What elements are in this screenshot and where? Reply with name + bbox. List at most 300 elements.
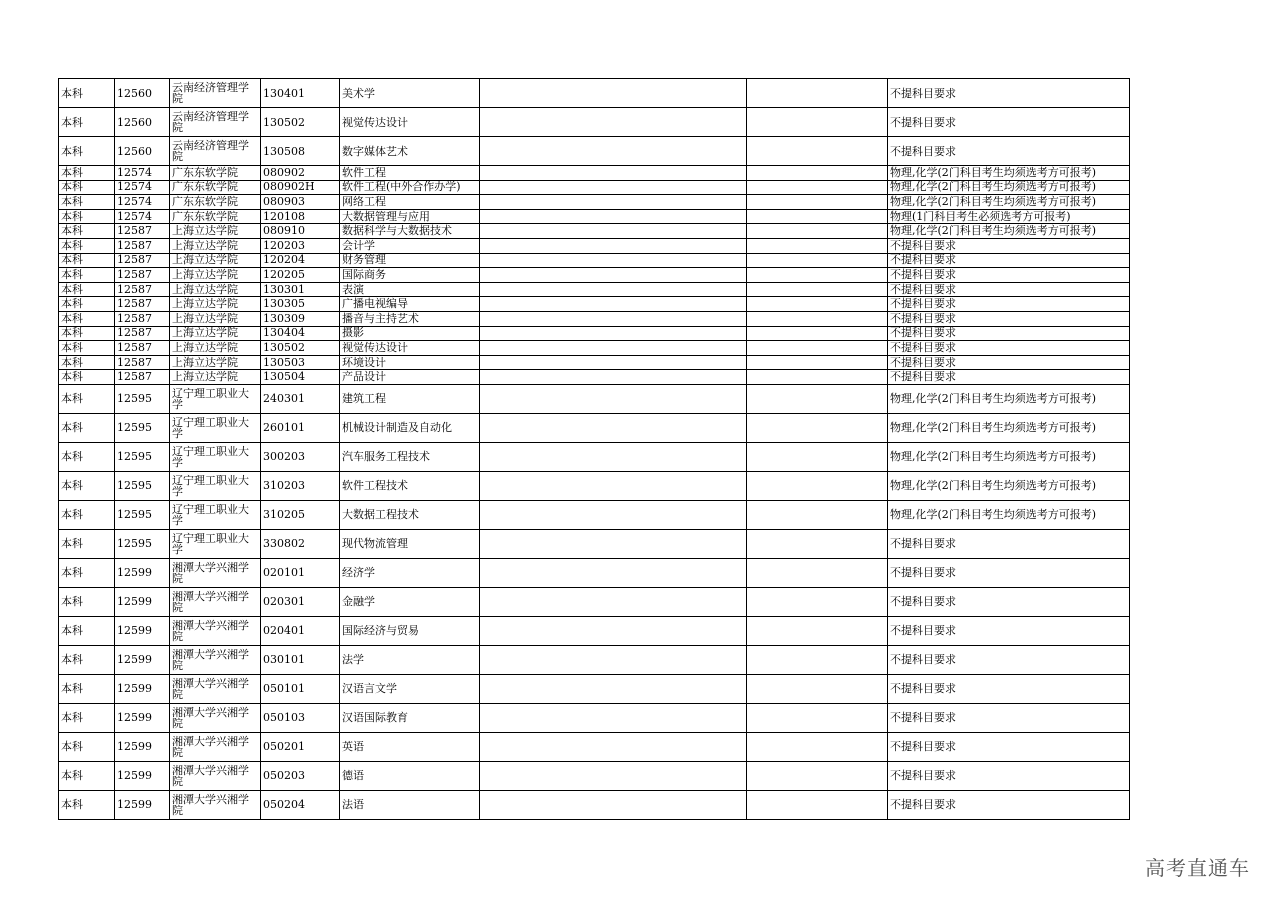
table-row (59, 442, 1130, 471)
school-name-cell: 上海立达学院 (170, 311, 261, 326)
empty-cell (747, 761, 888, 790)
empty-cell (747, 238, 888, 253)
subject-requirement-cell: 不提科目要求 (888, 761, 1130, 790)
major-name-cell: 视觉传达设计 (340, 341, 480, 356)
table-row (59, 370, 1130, 385)
level-cell: 本科 (59, 137, 115, 166)
subject-requirement-cell: 不提科目要求 (888, 297, 1130, 312)
school-code-cell: 12599 (115, 674, 170, 703)
empty-cell (480, 761, 747, 790)
school-name-cell: 广东东软学院 (170, 180, 261, 195)
level-cell: 本科 (59, 311, 115, 326)
empty-cell (747, 471, 888, 500)
table-row (59, 238, 1130, 253)
major-code-cell: 130404 (261, 326, 340, 341)
major-name-cell: 法学 (340, 645, 480, 674)
empty-cell (480, 224, 747, 239)
school-code-cell: 12587 (115, 268, 170, 283)
major-code-cell: 120203 (261, 238, 340, 253)
level-cell: 本科 (59, 558, 115, 587)
subject-requirement-cell: 不提科目要求 (888, 790, 1130, 819)
empty-cell (480, 341, 747, 356)
table-row (59, 341, 1130, 356)
empty-cell (747, 732, 888, 761)
table-row (59, 355, 1130, 370)
table-row (59, 209, 1130, 224)
empty-cell (747, 384, 888, 413)
major-name-cell: 美术学 (340, 79, 480, 108)
major-name-cell: 摄影 (340, 326, 480, 341)
empty-cell (480, 253, 747, 268)
school-name-cell: 上海立达学院 (170, 238, 261, 253)
subject-requirement-cell: 不提科目要求 (888, 370, 1130, 385)
empty-cell (747, 253, 888, 268)
school-name-cell: 辽宁理工职业大学 (170, 384, 261, 413)
table-row (59, 529, 1130, 558)
table-row (59, 311, 1130, 326)
major-code-cell: 050101 (261, 674, 340, 703)
level-cell: 本科 (59, 761, 115, 790)
table-row (59, 137, 1130, 166)
level-cell: 本科 (59, 238, 115, 253)
level-cell: 本科 (59, 268, 115, 283)
major-name-cell: 建筑工程 (340, 384, 480, 413)
subject-requirements-table (58, 78, 1130, 820)
level-cell: 本科 (59, 703, 115, 732)
major-code-cell: 080903 (261, 195, 340, 210)
table-row (59, 79, 1130, 108)
empty-cell (747, 341, 888, 356)
level-cell: 本科 (59, 209, 115, 224)
subject-requirement-cell: 物理,化学(2门科目考生均须选考方可报考) (888, 195, 1130, 210)
school-name-cell: 湘潭大学兴湘学院 (170, 703, 261, 732)
empty-cell (747, 224, 888, 239)
level-cell: 本科 (59, 732, 115, 761)
level-cell: 本科 (59, 471, 115, 500)
table-row (59, 558, 1130, 587)
school-code-cell: 12560 (115, 79, 170, 108)
level-cell: 本科 (59, 616, 115, 645)
empty-cell (747, 587, 888, 616)
school-code-cell: 12599 (115, 587, 170, 616)
school-name-cell: 云南经济管理学院 (170, 79, 261, 108)
major-code-cell: 120204 (261, 253, 340, 268)
empty-cell (747, 355, 888, 370)
level-cell: 本科 (59, 79, 115, 108)
subject-requirement-cell: 不提科目要求 (888, 311, 1130, 326)
subject-requirement-cell: 物理,化学(2门科目考生均须选考方可报考) (888, 471, 1130, 500)
level-cell: 本科 (59, 341, 115, 356)
empty-cell (480, 355, 747, 370)
major-name-cell: 汽车服务工程技术 (340, 442, 480, 471)
major-name-cell: 财务管理 (340, 253, 480, 268)
major-name-cell: 产品设计 (340, 370, 480, 385)
subject-requirement-cell: 不提科目要求 (888, 645, 1130, 674)
level-cell: 本科 (59, 180, 115, 195)
school-code-cell: 12574 (115, 166, 170, 181)
major-name-cell: 德语 (340, 761, 480, 790)
empty-cell (747, 209, 888, 224)
table-row (59, 108, 1130, 137)
empty-cell (480, 442, 747, 471)
empty-cell (747, 529, 888, 558)
major-name-cell: 金融学 (340, 587, 480, 616)
level-cell: 本科 (59, 253, 115, 268)
empty-cell (480, 500, 747, 529)
school-code-cell: 12587 (115, 370, 170, 385)
major-name-cell: 大数据管理与应用 (340, 209, 480, 224)
school-code-cell: 12560 (115, 108, 170, 137)
school-name-cell: 湘潭大学兴湘学院 (170, 790, 261, 819)
major-code-cell: 050201 (261, 732, 340, 761)
empty-cell (747, 370, 888, 385)
subject-requirement-cell: 不提科目要求 (888, 341, 1130, 356)
empty-cell (480, 790, 747, 819)
table-row (59, 413, 1130, 442)
major-name-cell: 汉语言文学 (340, 674, 480, 703)
major-name-cell: 大数据工程技术 (340, 500, 480, 529)
school-name-cell: 广东东软学院 (170, 195, 261, 210)
empty-cell (747, 108, 888, 137)
school-code-cell: 12595 (115, 384, 170, 413)
table-row (59, 253, 1130, 268)
subject-requirement-cell: 不提科目要求 (888, 108, 1130, 137)
table-row (59, 790, 1130, 819)
table-row (59, 674, 1130, 703)
major-code-cell: 130503 (261, 355, 340, 370)
school-code-cell: 12560 (115, 137, 170, 166)
school-code-cell: 12599 (115, 616, 170, 645)
subject-requirement-cell: 不提科目要求 (888, 253, 1130, 268)
major-name-cell: 数字媒体艺术 (340, 137, 480, 166)
empty-cell (480, 587, 747, 616)
school-code-cell: 12599 (115, 732, 170, 761)
major-code-cell: 030101 (261, 645, 340, 674)
empty-cell (480, 311, 747, 326)
table-row (59, 326, 1130, 341)
school-code-cell: 12599 (115, 645, 170, 674)
level-cell: 本科 (59, 442, 115, 471)
major-code-cell: 130401 (261, 79, 340, 108)
subject-requirement-cell: 不提科目要求 (888, 268, 1130, 283)
empty-cell (747, 79, 888, 108)
school-code-cell: 12587 (115, 355, 170, 370)
empty-cell (480, 703, 747, 732)
subject-requirement-cell: 物理,化学(2门科目考生均须选考方可报考) (888, 442, 1130, 471)
table-row (59, 180, 1130, 195)
table-row (59, 587, 1130, 616)
level-cell: 本科 (59, 108, 115, 137)
subject-requirement-cell: 不提科目要求 (888, 282, 1130, 297)
major-code-cell: 080902H (261, 180, 340, 195)
school-name-cell: 辽宁理工职业大学 (170, 471, 261, 500)
empty-cell (480, 108, 747, 137)
major-code-cell: 240301 (261, 384, 340, 413)
level-cell: 本科 (59, 195, 115, 210)
major-name-cell: 视觉传达设计 (340, 108, 480, 137)
empty-cell (480, 674, 747, 703)
table-row (59, 471, 1130, 500)
major-name-cell: 国际经济与贸易 (340, 616, 480, 645)
major-code-cell: 130502 (261, 341, 340, 356)
empty-cell (480, 195, 747, 210)
empty-cell (480, 645, 747, 674)
major-code-cell: 020101 (261, 558, 340, 587)
school-name-cell: 湘潭大学兴湘学院 (170, 732, 261, 761)
empty-cell (480, 166, 747, 181)
empty-cell (747, 674, 888, 703)
major-code-cell: 080902 (261, 166, 340, 181)
empty-cell (480, 529, 747, 558)
major-code-cell: 130504 (261, 370, 340, 385)
empty-cell (747, 195, 888, 210)
school-code-cell: 12595 (115, 442, 170, 471)
level-cell: 本科 (59, 790, 115, 819)
empty-cell (480, 370, 747, 385)
school-name-cell: 辽宁理工职业大学 (170, 500, 261, 529)
school-name-cell: 广东东软学院 (170, 166, 261, 181)
school-name-cell: 广东东软学院 (170, 209, 261, 224)
subject-requirement-cell: 不提科目要求 (888, 616, 1130, 645)
school-name-cell: 上海立达学院 (170, 297, 261, 312)
level-cell: 本科 (59, 297, 115, 312)
empty-cell (480, 384, 747, 413)
empty-cell (747, 326, 888, 341)
major-code-cell: 130305 (261, 297, 340, 312)
major-code-cell: 050103 (261, 703, 340, 732)
school-name-cell: 辽宁理工职业大学 (170, 413, 261, 442)
level-cell: 本科 (59, 282, 115, 297)
major-name-cell: 网络工程 (340, 195, 480, 210)
level-cell: 本科 (59, 587, 115, 616)
major-name-cell: 英语 (340, 732, 480, 761)
table-row (59, 224, 1130, 239)
watermark-text: 高考直通车 (1145, 856, 1250, 880)
major-name-cell: 法语 (340, 790, 480, 819)
school-name-cell: 上海立达学院 (170, 370, 261, 385)
empty-cell (480, 238, 747, 253)
major-code-cell: 260101 (261, 413, 340, 442)
table-row (59, 616, 1130, 645)
major-code-cell: 050203 (261, 761, 340, 790)
subject-requirement-cell: 不提科目要求 (888, 558, 1130, 587)
level-cell: 本科 (59, 166, 115, 181)
major-name-cell: 软件工程 (340, 166, 480, 181)
empty-cell (747, 282, 888, 297)
empty-cell (480, 471, 747, 500)
empty-cell (480, 616, 747, 645)
subject-requirement-cell: 不提科目要求 (888, 732, 1130, 761)
table-row (59, 761, 1130, 790)
subject-requirement-cell: 物理,化学(2门科目考生均须选考方可报考) (888, 166, 1130, 181)
empty-cell (480, 413, 747, 442)
major-code-cell: 310205 (261, 500, 340, 529)
major-name-cell: 播音与主持艺术 (340, 311, 480, 326)
major-name-cell: 软件工程技术 (340, 471, 480, 500)
table-row (59, 195, 1130, 210)
school-name-cell: 湘潭大学兴湘学院 (170, 587, 261, 616)
school-code-cell: 12587 (115, 297, 170, 312)
empty-cell (480, 79, 747, 108)
school-name-cell: 湘潭大学兴湘学院 (170, 558, 261, 587)
major-code-cell: 080910 (261, 224, 340, 239)
table-row (59, 703, 1130, 732)
subject-requirement-cell: 不提科目要求 (888, 238, 1130, 253)
empty-cell (480, 297, 747, 312)
empty-cell (480, 282, 747, 297)
table-row (59, 645, 1130, 674)
school-code-cell: 12587 (115, 282, 170, 297)
level-cell: 本科 (59, 224, 115, 239)
school-code-cell: 12595 (115, 413, 170, 442)
table-row (59, 282, 1130, 297)
subject-requirement-cell: 不提科目要求 (888, 79, 1130, 108)
school-code-cell: 12574 (115, 180, 170, 195)
empty-cell (747, 180, 888, 195)
subject-requirement-cell: 不提科目要求 (888, 703, 1130, 732)
school-code-cell: 12587 (115, 224, 170, 239)
table-row (59, 297, 1130, 312)
subject-requirement-cell: 不提科目要求 (888, 355, 1130, 370)
school-name-cell: 湘潭大学兴湘学院 (170, 616, 261, 645)
school-name-cell: 上海立达学院 (170, 224, 261, 239)
major-name-cell: 环境设计 (340, 355, 480, 370)
table-row (59, 500, 1130, 529)
major-name-cell: 数据科学与大数据技术 (340, 224, 480, 239)
empty-cell (747, 413, 888, 442)
subject-requirement-cell: 物理,化学(2门科目考生均须选考方可报考) (888, 180, 1130, 195)
empty-cell (747, 297, 888, 312)
level-cell: 本科 (59, 413, 115, 442)
subject-requirement-cell: 不提科目要求 (888, 326, 1130, 341)
school-code-cell: 12595 (115, 471, 170, 500)
major-name-cell: 机械设计制造及自动化 (340, 413, 480, 442)
empty-cell (747, 703, 888, 732)
major-code-cell: 020401 (261, 616, 340, 645)
school-name-cell: 上海立达学院 (170, 341, 261, 356)
subject-requirement-cell: 不提科目要求 (888, 587, 1130, 616)
school-name-cell: 云南经济管理学院 (170, 137, 261, 166)
school-name-cell: 湘潭大学兴湘学院 (170, 674, 261, 703)
school-name-cell: 上海立达学院 (170, 282, 261, 297)
empty-cell (480, 558, 747, 587)
empty-cell (747, 442, 888, 471)
empty-cell (747, 268, 888, 283)
level-cell: 本科 (59, 326, 115, 341)
level-cell: 本科 (59, 674, 115, 703)
school-code-cell: 12599 (115, 558, 170, 587)
empty-cell (480, 732, 747, 761)
subject-requirement-cell: 物理(1门科目考生必须选考方可报考) (888, 209, 1130, 224)
table-row (59, 732, 1130, 761)
major-name-cell: 表演 (340, 282, 480, 297)
school-code-cell: 12599 (115, 761, 170, 790)
school-name-cell: 上海立达学院 (170, 268, 261, 283)
subject-requirement-cell: 不提科目要求 (888, 674, 1130, 703)
school-code-cell: 12587 (115, 311, 170, 326)
subject-requirement-cell: 物理,化学(2门科目考生均须选考方可报考) (888, 413, 1130, 442)
school-name-cell: 上海立达学院 (170, 326, 261, 341)
table-row (59, 268, 1130, 283)
school-name-cell: 上海立达学院 (170, 253, 261, 268)
major-name-cell: 软件工程(中外合作办学) (340, 180, 480, 195)
subject-requirement-cell: 不提科目要求 (888, 529, 1130, 558)
school-code-cell: 12595 (115, 500, 170, 529)
empty-cell (480, 268, 747, 283)
empty-cell (480, 326, 747, 341)
subject-requirement-cell: 物理,化学(2门科目考生均须选考方可报考) (888, 384, 1130, 413)
major-code-cell: 020301 (261, 587, 340, 616)
major-code-cell: 130309 (261, 311, 340, 326)
major-code-cell: 130301 (261, 282, 340, 297)
school-name-cell: 湘潭大学兴湘学院 (170, 645, 261, 674)
empty-cell (747, 616, 888, 645)
school-code-cell: 12599 (115, 703, 170, 732)
school-code-cell: 12595 (115, 529, 170, 558)
major-name-cell: 经济学 (340, 558, 480, 587)
school-name-cell: 辽宁理工职业大学 (170, 442, 261, 471)
empty-cell (747, 166, 888, 181)
school-name-cell: 上海立达学院 (170, 355, 261, 370)
subject-requirement-cell: 物理,化学(2门科目考生均须选考方可报考) (888, 224, 1130, 239)
level-cell: 本科 (59, 384, 115, 413)
major-code-cell: 120205 (261, 268, 340, 283)
school-name-cell: 辽宁理工职业大学 (170, 529, 261, 558)
empty-cell (480, 137, 747, 166)
level-cell: 本科 (59, 645, 115, 674)
school-code-cell: 12574 (115, 195, 170, 210)
empty-cell (480, 209, 747, 224)
school-code-cell: 12587 (115, 341, 170, 356)
level-cell: 本科 (59, 500, 115, 529)
empty-cell (747, 500, 888, 529)
subject-requirement-cell: 物理,化学(2门科目考生均须选考方可报考) (888, 500, 1130, 529)
school-code-cell: 12587 (115, 253, 170, 268)
major-code-cell: 330802 (261, 529, 340, 558)
school-code-cell: 12587 (115, 238, 170, 253)
major-name-cell: 现代物流管理 (340, 529, 480, 558)
school-name-cell: 湘潭大学兴湘学院 (170, 761, 261, 790)
table-body (59, 79, 1130, 820)
major-code-cell: 050204 (261, 790, 340, 819)
major-code-cell: 120108 (261, 209, 340, 224)
empty-cell (747, 558, 888, 587)
subject-requirement-cell: 不提科目要求 (888, 137, 1130, 166)
school-code-cell: 12599 (115, 790, 170, 819)
level-cell: 本科 (59, 355, 115, 370)
major-code-cell: 310203 (261, 471, 340, 500)
school-code-cell: 12587 (115, 326, 170, 341)
empty-cell (747, 137, 888, 166)
major-name-cell: 广播电视编导 (340, 297, 480, 312)
level-cell: 本科 (59, 529, 115, 558)
table-row (59, 384, 1130, 413)
empty-cell (747, 790, 888, 819)
major-code-cell: 130502 (261, 108, 340, 137)
table-row (59, 166, 1130, 181)
school-code-cell: 12574 (115, 209, 170, 224)
major-code-cell: 130508 (261, 137, 340, 166)
major-code-cell: 300203 (261, 442, 340, 471)
empty-cell (747, 311, 888, 326)
major-name-cell: 汉语国际教育 (340, 703, 480, 732)
subject-requirements-table-container (58, 78, 1130, 820)
level-cell: 本科 (59, 370, 115, 385)
major-name-cell: 会计学 (340, 238, 480, 253)
empty-cell (747, 645, 888, 674)
major-name-cell: 国际商务 (340, 268, 480, 283)
empty-cell (480, 180, 747, 195)
